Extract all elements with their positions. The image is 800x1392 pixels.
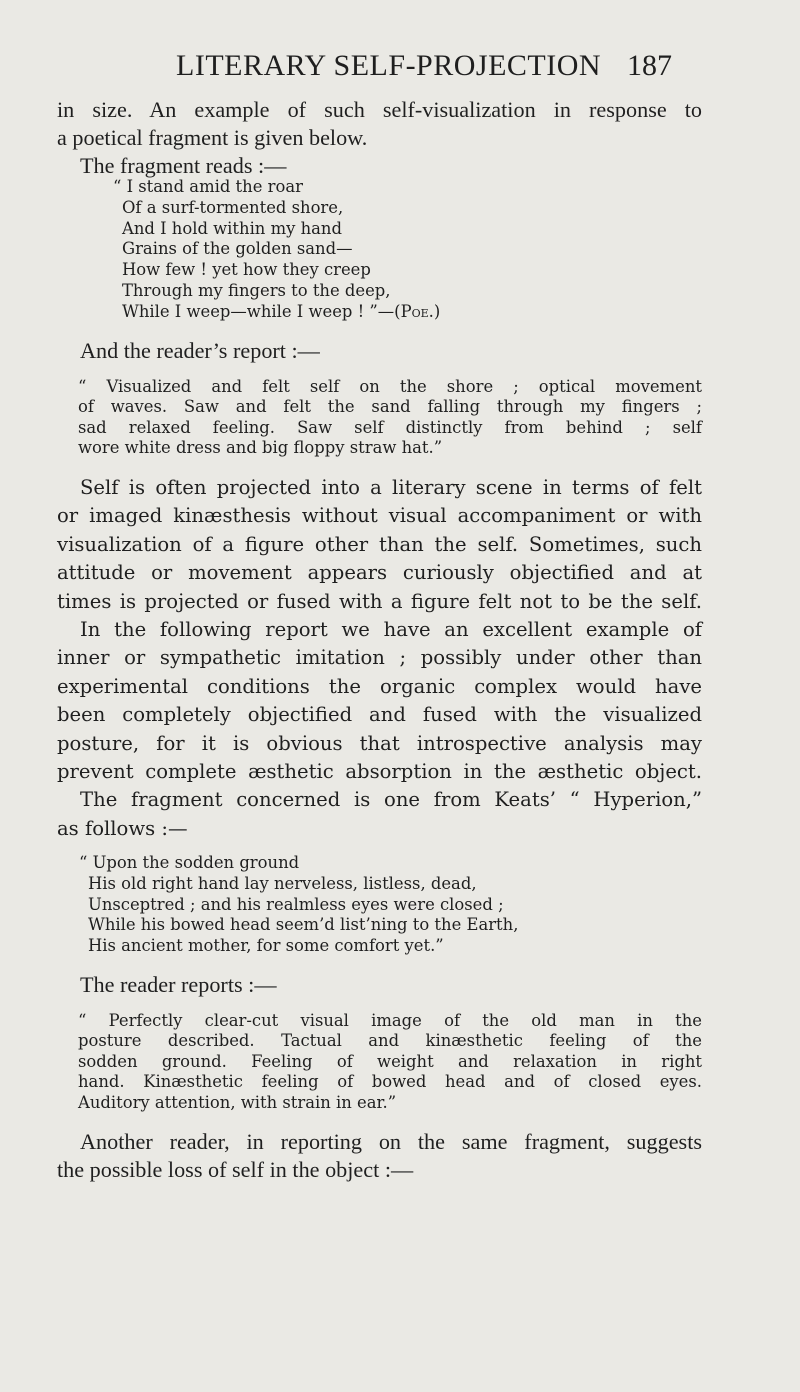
reader-report-1 bbox=[78, 377, 702, 459]
text-line: the possible loss of self in the object :— bbox=[57, 1157, 414, 1183]
report-line: “ Perfectly clear-cut visual image of the old man in the bbox=[78, 1011, 702, 1030]
text-line: attitude or movement appears curiously objectified and at bbox=[57, 561, 702, 585]
text-line: been completely objectified and fused with the visualized bbox=[57, 703, 702, 727]
poem-fragment-hyperion bbox=[79, 853, 688, 957]
reader-report-2 bbox=[78, 1011, 702, 1113]
verse-line: While his bowed head seem’d list’ning to the Earth, bbox=[88, 915, 519, 935]
verse-line: And I hold within my hand bbox=[122, 218, 342, 238]
report-line: “ Visualized and felt self on the shore ; optical movement bbox=[78, 377, 702, 396]
verse-line: Of a surf-tormented shore, bbox=[122, 197, 344, 217]
text-line: inner or sympathetic imitation ; possibly under other than bbox=[57, 646, 702, 670]
intro-paragraph bbox=[57, 96, 702, 181]
report-intro-2 bbox=[57, 971, 702, 999]
text-line: visualization of a figure other than the self. Sometimes, such bbox=[57, 532, 702, 556]
text-line: The fragment reads :— bbox=[80, 153, 287, 179]
text-line: The fragment concerned is one from Keats’ “ Hyperion,” bbox=[80, 788, 702, 812]
report-line: sad relaxed feeling. Saw self distinctly from behind ; self bbox=[78, 417, 702, 437]
verse-line: How few ! yet how they creep bbox=[122, 260, 371, 280]
text-line: Self is often projected into a literary scene in terms of felt bbox=[80, 476, 702, 499]
verse-line: “ Upon the sodden ground bbox=[79, 853, 300, 872]
report-line: of waves. Saw and felt the sand falling through my fingers ; bbox=[78, 397, 702, 417]
author-attribution: Poe. bbox=[400, 301, 434, 321]
text-line: In the following report we have an excellent example of bbox=[80, 618, 702, 642]
text-line: a poetical fragment is given below. bbox=[57, 125, 368, 151]
verse-line: Unsceptred ; and his realmless eyes were closed ; bbox=[88, 894, 504, 914]
page-number: 187 bbox=[627, 49, 672, 82]
closing-paragraph bbox=[57, 1128, 702, 1184]
report-line: wore white dress and big floppy straw hat.” bbox=[78, 438, 443, 458]
running-title: LITERARY SELF-PROJECTION bbox=[176, 49, 602, 82]
verse-line: His old right hand lay nerveless, listless, dead, bbox=[88, 873, 477, 893]
verse-line: Grains of the golden sand— bbox=[122, 239, 353, 259]
verse-line: “ I stand amid the roar bbox=[113, 177, 303, 196]
page-header bbox=[0, 46, 800, 86]
text-line: or imaged kinæsthesis without visual accompaniment or with bbox=[57, 504, 702, 528]
report-line: hand. Kinæsthetic feeling of bowed head and of closed eyes. bbox=[78, 1072, 702, 1092]
text-line: Another reader, in reporting on the same fragment, suggests bbox=[80, 1129, 702, 1154]
verse-line: Through my fingers to the deep, bbox=[122, 280, 391, 300]
verse-line: His ancient mother, for some comfort yet.” bbox=[88, 936, 444, 956]
main-paragraph bbox=[57, 474, 702, 843]
text-line: posture, for it is obvious that introspective analysis may bbox=[57, 731, 702, 755]
text-line: experimental conditions the organic complex would have bbox=[57, 674, 702, 698]
verse-line: While I weep—while I weep ! ”—(Poe.) bbox=[122, 301, 441, 321]
report-line: sodden ground. Feeling of weight and relaxation in right bbox=[78, 1051, 702, 1071]
report-line: Auditory attention, with strain in ear.” bbox=[78, 1092, 397, 1112]
text-line: times is projected or fused with a figure felt not to be the self. bbox=[57, 589, 702, 613]
text-line: And the reader’s report :— bbox=[80, 338, 320, 363]
text-line: prevent complete æsthetic absorption in the æsthetic object. bbox=[57, 760, 702, 784]
text-line: The reader reports :— bbox=[80, 972, 277, 997]
report-intro-1 bbox=[57, 337, 702, 365]
text-line: as follows :— bbox=[57, 816, 188, 840]
text-line: in size. An example of such self-visualization in response to bbox=[57, 97, 702, 122]
poem-fragment-poe bbox=[113, 177, 682, 323]
report-line: posture described. Tactual and kinæsthetic feeling of the bbox=[78, 1031, 702, 1051]
